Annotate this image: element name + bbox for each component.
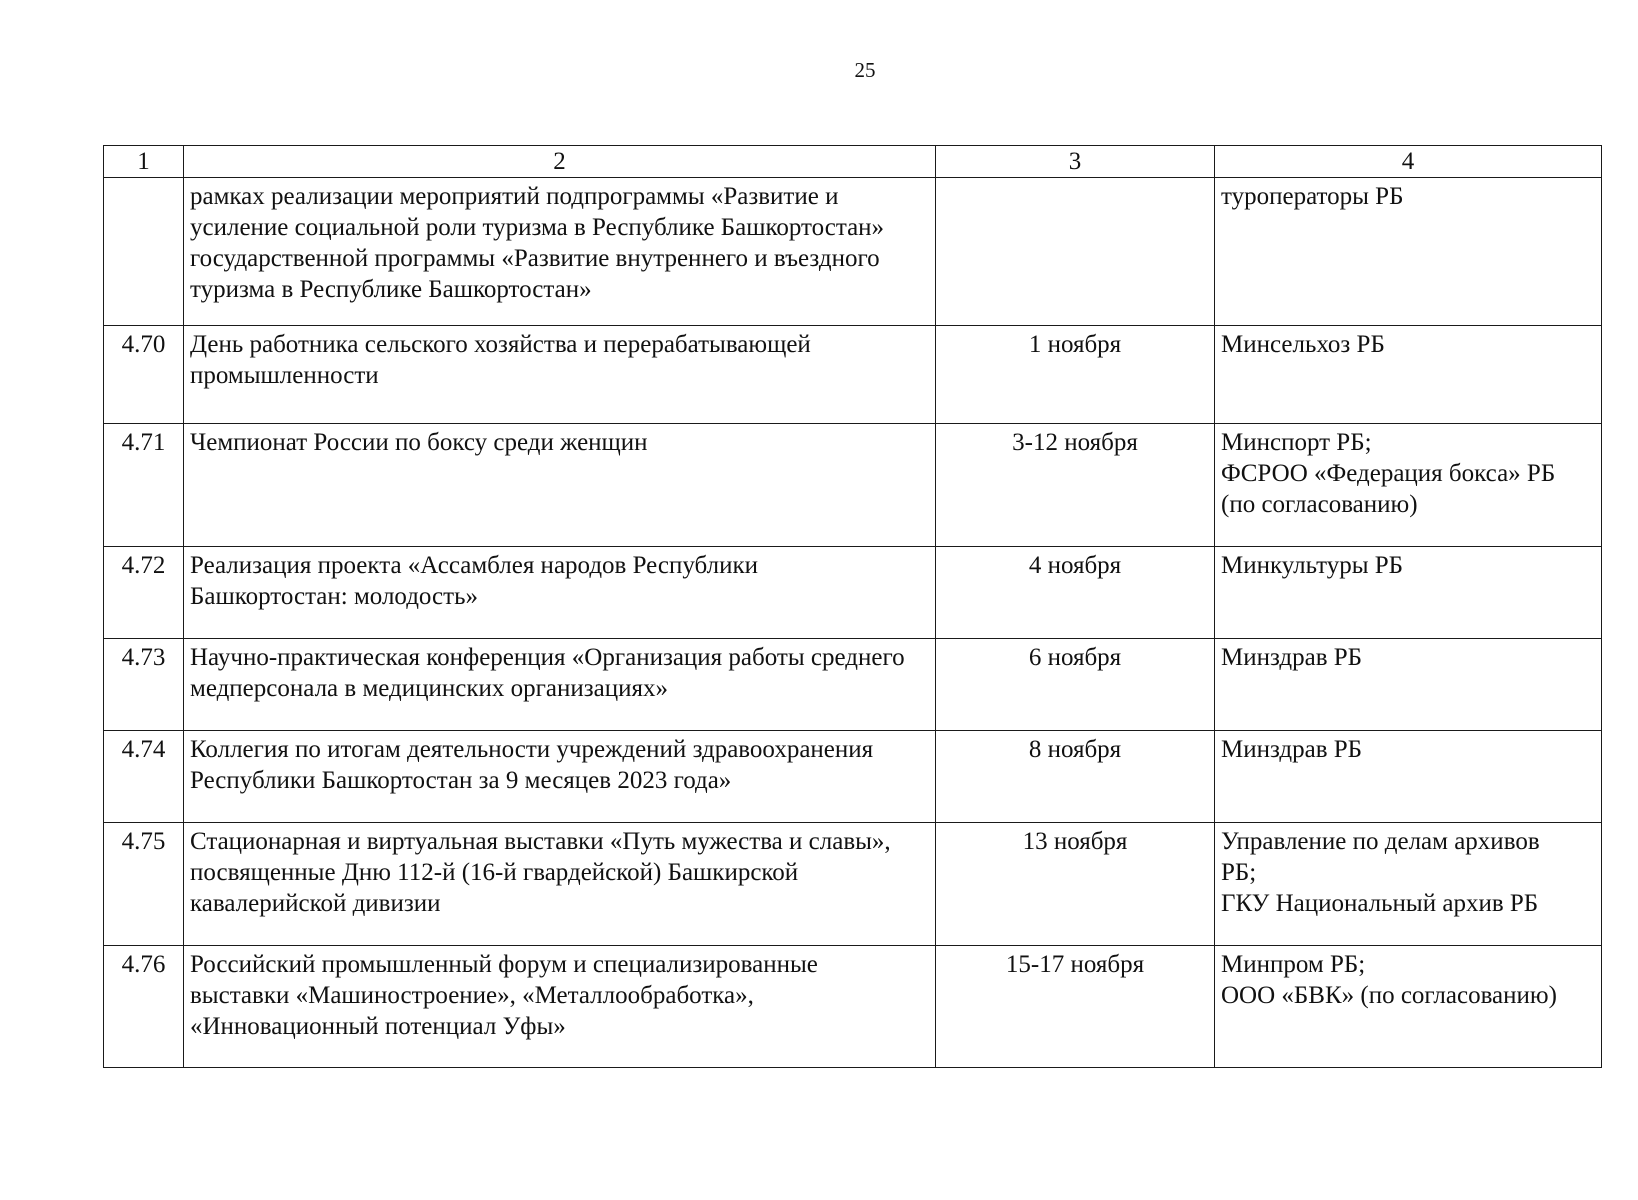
item-number: 4.70	[104, 326, 184, 424]
item-number	[104, 178, 184, 326]
event-line: Республики Башкортостан за 9 месяцев 2023 года»	[190, 767, 732, 794]
column-header-3: 3	[936, 146, 1215, 178]
responsible-line: Минпром РБ;	[1221, 951, 1366, 978]
event-date: 8 ноября	[936, 731, 1215, 823]
item-number: 4.75	[104, 823, 184, 946]
event-date: 6 ноября	[936, 639, 1215, 731]
table-row	[104, 823, 1602, 946]
event-line: Коллегия по итогам деятельности учреждений здравоохранения	[190, 736, 874, 763]
event-line: промышленности	[190, 362, 379, 389]
item-number: 4.71	[104, 424, 184, 547]
column-header-4: 4	[1215, 146, 1602, 178]
table-row	[104, 178, 1602, 326]
event-description	[184, 547, 936, 639]
event-description	[184, 731, 936, 823]
event-line: медперсонала в медицинских организациях»	[190, 675, 668, 702]
event-date: 3-12 ноября	[936, 424, 1215, 547]
event-date	[936, 178, 1215, 326]
responsible-parties	[1215, 547, 1602, 639]
table-row	[104, 547, 1602, 639]
responsible-line: ГКУ Национальный архив РБ	[1221, 890, 1539, 917]
responsible-line: (по согласованию)	[1221, 491, 1418, 518]
event-line: усиление социальной роли туризма в Республике Башкортостан»	[190, 214, 885, 241]
event-description	[184, 946, 936, 1068]
event-line: Научно-практическая конференция «Организация работы среднего	[190, 644, 905, 671]
responsible-parties	[1215, 946, 1602, 1068]
page-number: 25	[854, 58, 876, 82]
event-description	[184, 424, 936, 547]
responsible-parties	[1215, 326, 1602, 424]
event-date: 13 ноября	[936, 823, 1215, 946]
event-line: Стационарная и виртуальная выставки «Путь мужества и славы»,	[190, 828, 891, 855]
responsible-line: туроператоры РБ	[1221, 183, 1404, 210]
event-line: туризма в Республике Башкортостан»	[190, 276, 592, 303]
item-number: 4.76	[104, 946, 184, 1068]
item-number: 4.73	[104, 639, 184, 731]
table-row	[104, 731, 1602, 823]
event-description	[184, 178, 936, 326]
event-line: посвященные Дню 112-й (16-й гвардейской) Башкирской	[190, 859, 799, 886]
event-line: Российский промышленный форум и специализированные	[190, 951, 818, 978]
responsible-line: ООО «БВК» (по согласованию)	[1221, 982, 1557, 1009]
event-line: «Инновационный потенциал Уфы»	[190, 1013, 566, 1040]
item-number: 4.74	[104, 731, 184, 823]
responsible-parties	[1215, 731, 1602, 823]
responsible-line: Минсельхоз РБ	[1221, 331, 1385, 358]
event-description	[184, 639, 936, 731]
responsible-line: Управление по делам архивов	[1221, 828, 1540, 855]
event-line: День работника сельского хозяйства и перерабатывающей	[190, 331, 811, 358]
table-row	[104, 639, 1602, 731]
responsible-line: Минздрав РБ	[1221, 736, 1363, 763]
events-table	[103, 145, 1602, 1068]
event-description	[184, 326, 936, 424]
event-line: кавалерийской дивизии	[190, 890, 441, 917]
responsible-parties	[1215, 823, 1602, 946]
item-number: 4.72	[104, 547, 184, 639]
table-row	[104, 424, 1602, 547]
table-row	[104, 946, 1602, 1068]
event-line: Чемпионат России по боксу среди женщин	[190, 429, 648, 456]
table-header-row	[104, 146, 1602, 178]
responsible-line: Минспорт РБ;	[1221, 429, 1372, 456]
event-line: рамках реализации мероприятий подпрограммы «Развитие и	[190, 183, 839, 210]
event-description	[184, 823, 936, 946]
table-row	[104, 326, 1602, 424]
column-header-1: 1	[104, 146, 184, 178]
responsible-line: ФСРОО «Федерация бокса» РБ	[1221, 460, 1556, 487]
event-line: выставки «Машиностроение», «Металлообработка»,	[190, 982, 754, 1009]
event-date: 15-17 ноября	[936, 946, 1215, 1068]
event-line: Реализация проекта «Ассамблея народов Республики	[190, 552, 759, 579]
responsible-line: РБ;	[1221, 859, 1257, 886]
responsible-line: Минздрав РБ	[1221, 644, 1363, 671]
responsible-line: Минкультуры РБ	[1221, 552, 1404, 579]
event-line: государственной программы «Развитие внутреннего и въездного	[190, 245, 880, 272]
column-header-2: 2	[184, 146, 936, 178]
event-date: 4 ноября	[936, 547, 1215, 639]
responsible-parties	[1215, 178, 1602, 326]
responsible-parties	[1215, 424, 1602, 547]
responsible-parties	[1215, 639, 1602, 731]
event-date: 1 ноября	[936, 326, 1215, 424]
event-line: Башкортостан: молодость»	[190, 583, 478, 610]
